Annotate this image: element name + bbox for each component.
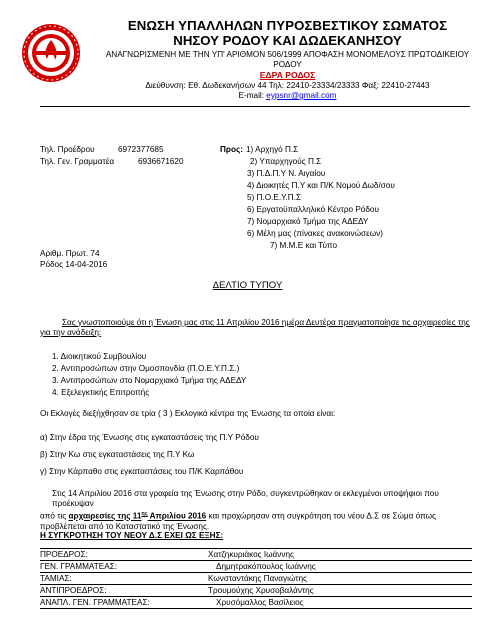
board-role: ΠΡΟΕΔΡΟΣ: <box>40 550 88 559</box>
board-member-name: Χατζηκυριάκος Ιωάννης <box>208 550 294 559</box>
meeting-line: Στις 14 Απριλίου 2016 στα γραφεία της Ένωσης στην Ρόδο, συγκεντρώθηκαν οι εκλεγμένοι υποψήφιοι που προέκυψαν <box>52 489 439 508</box>
president-phone-label: Τηλ. Προέδρου <box>40 145 95 154</box>
intro-paragraph <box>40 318 470 338</box>
union-name-line2: ΝΗΣΟΥ ΡΟΔΟΥ ΚΑΙ ΔΩΔΕΚΑΝΗΣΟΥ <box>173 33 402 48</box>
document-title: ΔΕΛΤΙΟ ΤΥΠΟΥ <box>212 280 283 291</box>
board-member-name: Κωνσταντάκης Παναγιώτης <box>208 574 307 583</box>
seat-label: ΕΔΡΑ ΡΟΔΟΣ <box>259 70 316 80</box>
fire-department-emblem-icon <box>20 22 82 84</box>
board-role: ΑΝΑΠΛ. ΓΕΝ. ΓΡΑΜΜΑΤΕΑΣ: <box>40 598 150 607</box>
recipient-item: 4) Διοικητές Π.Υ και Π/Κ Νομού Δωδ/σου <box>247 181 395 190</box>
table-row <box>40 549 472 561</box>
header-divider <box>40 106 470 107</box>
recipient-item: 6) Εργατοϋπαλληλικό Κέντρο Ρόδου <box>247 205 379 214</box>
recipients-label: Προς: <box>220 145 243 154</box>
table-row <box>40 585 472 597</box>
election-item: 2. Αντιπροσώπων στην Ομοσπονδία (Π.Ο.Ε.Υ.Π.Σ.) <box>52 364 240 373</box>
meeting-elections-date: αρχαιρεσίες της 11 <box>68 511 142 521</box>
board-role: ΤΑΜΙΑΣ: <box>40 574 72 583</box>
board-role: ΑΝΤΙΠΡΟΕΔΡΟΣ: <box>40 586 107 595</box>
table-row <box>40 561 472 573</box>
intro-line: Σας γνωστοποιούμε ότι η Ένωση μας στις 11 Απριλίου 2016 ημέρα Δευτέρα πραγματοποίησε τις αρχαιρεσίες της <box>62 318 470 327</box>
secretary-phone-label: Τηλ. Γεν. Γραμματέα <box>40 157 115 166</box>
place-date: Ρόδος 14-04-2016 <box>40 260 108 269</box>
board-member-name: Τρουμούχης Χρυσοβαλάντης <box>208 586 314 595</box>
recognition-line-court: ΡΟΔΟΥ <box>273 60 302 69</box>
board-heading: Η ΣΥΓΚΡΟΤΗΣΗ ΤΟΥ ΝΕΟΥ Δ.Σ ΕΧΕΙ ΩΣ ΕΞΗΣ: <box>40 531 224 540</box>
election-item: 1. Διοικητικού Συμβουλίου <box>52 352 147 361</box>
recognition-line: ΑΝΑΓΝΩΡΙΣΜΕΝΗ ΜΕ ΤΗΝ ΥΠ' ΑΡΙΘΜΟΝ 506/1999 ΑΠΟΦΑΣΗ ΜΟΝΟΜΕΛΟΥΣ ΠΡΩΤΟΔΙΚΕΙΟΥ <box>105 50 470 59</box>
board-member-name: Δημητρακόπουλος Ιωάννης <box>216 562 316 571</box>
meeting-elections-month: Απριλίου 2016 <box>147 511 207 521</box>
recipient-item: 5) Π.Ο.Ε.Υ.Π.Σ <box>247 193 302 202</box>
recipient-item: 3) Π.Δ.Π.Υ Ν. Αιγαίου <box>247 169 326 178</box>
protocol-number: Αριθμ. Πρωτ. 74 <box>40 249 100 258</box>
secretary-phone: 6936671620 <box>138 157 184 166</box>
recipient-item: 2) Υπαρχηγούς Π.Σ <box>250 157 322 166</box>
email-link[interactable]: eypsnr@gmail.com <box>266 91 337 100</box>
recipient-item: 1) Αρχηγό Π.Σ <box>246 145 299 154</box>
table-row <box>40 573 472 585</box>
center-item: β) Στην Κω στις εγκαταστάσεις της Π.Υ Κω <box>40 450 195 459</box>
president-phone: 6972377685 <box>118 145 164 154</box>
email-label: E-mail: <box>238 91 267 100</box>
election-item: 3. Αντιπροσώπων στο Νομαρχιακό Τμήμα της ΑΔΕΔΥ <box>52 376 247 385</box>
meeting-ordinal: ης <box>141 511 148 517</box>
election-item: 4. Εξελεγκτικής Επιτροπής <box>52 388 150 397</box>
recipient-item: 6) Μέλη μας (πίνακες ανακοινώσεων) <box>247 229 383 238</box>
email-line <box>100 91 475 100</box>
union-name-line1: ΕΝΩΣΗ ΥΠΑΛΛΗΛΩΝ ΠΥΡΟΣΒΕΣΤΙΚΟΥ ΣΩΜΑΤΟΣ <box>127 18 448 33</box>
table-row <box>40 597 472 609</box>
intro-line: για την ανάδειξη: <box>40 328 102 337</box>
meeting-line <box>40 509 470 522</box>
center-item: α) Στην έδρα της Ένωσης στις εγκαταστάσεις της Π.Υ Ρόδου <box>40 433 259 442</box>
meeting-text: και προχώρησαν στη συγκρότηση του νέου Δ.Σ σε Σώμα όπως <box>206 511 436 521</box>
center-item: γ) Στην Κάρπαθο στις εγκαταστάσεις του Π/Κ Καρπάθου <box>40 467 244 476</box>
board-role: ΓΕΝ. ΓΡΑΜΜΑΤΕΑΣ: <box>40 562 118 571</box>
centers-intro: Οι Εκλογές διεξήχθησαν σε τρία ( 3 ) Εκλογικά κέντρα της Ένωσης τα οποία είναι: <box>40 409 336 418</box>
meeting-paragraph <box>40 489 470 532</box>
recipient-item: 7) Μ.Μ.Ε και Τύπο <box>270 241 338 250</box>
board-member-name: Χρυσόμαλλος Βασίλειος <box>216 598 304 607</box>
recipient-item: 7) Νομαρχιακό Τμήμα της ΑΔΕΔΥ <box>247 217 369 226</box>
meeting-line: προβλέπεται από το Καταστατικό της Ένωσης. <box>40 521 210 531</box>
meeting-text: από τις <box>40 511 69 521</box>
address-line: Διεύθυνση: Εθ. Δωδεκανήσων 44 Τηλ: 22410-23334/23333 Φαξ: 22410-27443 <box>145 81 430 90</box>
